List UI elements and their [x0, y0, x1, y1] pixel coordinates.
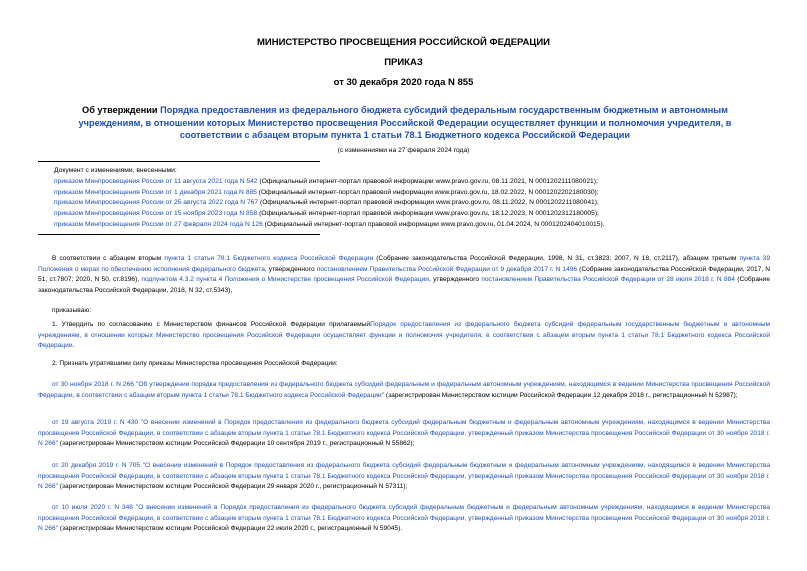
change-text: (Официальный интернет-портал правовой информации www.pravo.gov.ru, 18.02.2022, N 0001202202180030);	[256, 188, 599, 196]
change-item	[54, 198, 774, 209]
change-link[interactable]: приказом Минпросвещения России от 25 августа 2022 года N 767	[54, 199, 259, 207]
change-text: (Официальный интернет-портал правовой информации www.pravo.gov.ru, 18.12.2023, N 0001202312180005);	[257, 210, 599, 218]
repealed-order	[38, 380, 770, 401]
edition-note: (с изменениями на 27 февраля 2024 года)	[337, 147, 470, 154]
preamble-link[interactable]: пункта 39 Положения о мерах по обеспечению исполнения федерального бюджета	[38, 255, 771, 273]
preamble-text: , утвержденного	[264, 265, 317, 273]
change-text: (Официальный интернет-портал правовой информации www.pravo.gov.ru, 01.04.2024, N 0001202404010015).	[262, 220, 605, 228]
repealed-order	[38, 461, 770, 493]
item-1-text: 1. Утвердить по согласованию с Министерством финансов Российской Федерации прилагаемый	[52, 321, 371, 328]
document-type: ПРИКАЗ	[384, 57, 423, 68]
repealed-order	[38, 418, 770, 450]
preamble-text: , утвержденного	[429, 276, 482, 284]
repealed-text: (зарегистрирован Министерством юстиции Российской Федерации 29 января 2020 г., регистрационный N 57311);	[57, 483, 408, 491]
preamble-link[interactable]: подпунктом 4.3.2 пункта 4 Положения о Министерстве просвещения Российской Федерации	[141, 276, 429, 284]
repealed-text: (зарегистрирован Министерством юстиции Российской Федерации 12 декабря 2018 г., регистрационный N 52987);	[384, 391, 738, 399]
change-link[interactable]: приказом Минпросвещения России от 27 февраля 2024 года N 126	[54, 220, 263, 228]
repealed-link[interactable]: от 20 декабря 2019 г. N 705 "О внесении изменений в Порядок предоставления из федерального бюджета субсидий федеральным бюджетным и федеральным автономным учреждениям, находящимся в ведении Министерства просвещения Российской Федерации, в соответствии с абзацем вторым пункта 1 статьи 78.1 Бюджетного кодекса Российской Федерации, утвержденный приказом Министерства просвещения Российской Федерации от 30 ноября 2018 г. N 266"	[38, 462, 770, 491]
preamble-text: (Собрание законодательства Российской Федерации, 1998, N 31, ст.3823; 2007, N 18, ст.2117), абзацем третьим	[373, 255, 740, 262]
item-1-link[interactable]: Порядок предоставления из федерального бюджета субсидий федеральным государственным бюджетным и автономным учреждениям, в отношении которых Министерство просвещения Российской Федерации осуществляет функции и полномочия учредителя, в соответствии с абзацем вторым пункта 1 статьи 78.1 Бюджетного кодекса Российской Федерации	[38, 321, 770, 350]
document-subject	[60, 104, 750, 142]
ministry-title: МИНИСТЕРСТВО ПРОСВЕЩЕНИЯ РОССИЙСКОЙ ФЕДЕРАЦИИ	[256, 37, 551, 48]
repealed-link[interactable]: от 10 июля 2020 г. N 348 "О внесении изменений в Порядок предоставления из федерального бюджета субсидий федеральным бюджетным и федеральным автономным учреждениям, находящимся в ведении Министерства просвещения Российской Федерации, в соответствии с абзацем вторым пункта 1 статьи 78.1 Бюджетного кодекса Российской Федерации, утвержденный приказом Министерства просвещения Российской Федерации от 30 ноября 2018 г. N 266"	[38, 504, 770, 533]
preamble-link[interactable]: пункта 1 статьи 78.1 Бюджетного кодекса Российской Федерации	[164, 255, 374, 262]
preamble-text: (Собрание законодательства Российской Федерации, 2017, N 51, ст.7807; 2020, N 50, ст.8196),	[38, 265, 770, 284]
change-link[interactable]: приказом Минпросвещения России от 15 ноября 2023 года N 858	[54, 210, 258, 218]
changes-block	[54, 166, 774, 231]
repealed-text: (зарегистрирован Министерством юстиции Российской Федерации 22 июля 2020 г., регистрационный N 59045).	[57, 525, 403, 533]
preamble-paragraph	[38, 254, 770, 296]
change-item	[54, 209, 774, 220]
change-link[interactable]: приказом Минпросвещения России от 11 августа 2021 года N 542	[54, 177, 258, 185]
repealed-link[interactable]: от 30 ноября 2018 г. N 266 "Об утверждении порядка предоставления из федерального бюджета субсидий федеральным и федеральным автономным учреждениям, находящимся в ведении Министерства просвещения Российской Федерации, в соответствии с абзацем вторым пункта 1 статьи 78.1 Бюджетного кодекса Российской Федерации"	[38, 381, 770, 399]
change-item	[54, 177, 774, 188]
preamble-text: В соответствии с абзацем вторым	[52, 255, 165, 262]
item-1-paragraph	[38, 320, 770, 352]
change-item	[54, 188, 774, 199]
change-text: (Официальный интернет-портал правовой информации www.pravo.gov.ru, 08.11.2021, N 0001202111080021);	[257, 177, 598, 185]
item-2-paragraph: 2. Признать утратившими силу приказы Министерства просвещения Российской Федерации:	[52, 360, 338, 367]
change-link[interactable]: приказом Минпросвещения России от 1 декабря 2021 года N 885	[54, 188, 257, 196]
changes-intro: Документ с изменениями, внесенными:	[54, 167, 177, 174]
subject-link[interactable]: Порядка предоставления из федерального бюджета субсидий федеральным государственным бюджетным и автономным учреждениям, в отношении которых Министерство просвещения Российской Федерации осуществляет функции и полномочия учредителя, в соответствии с абзацем вторым пункта 1 статьи 78.1 Бюджетного кодекса Российской Федерации	[78, 105, 732, 141]
repealed-link[interactable]: от 19 августа 2019 г. N 430 "О внесении изменений в Порядок предоставления из федерального бюджета субсидий федеральным бюджетным и федеральным автономным учреждениям, находящимся в ведении Министерства просвещения Российской Федерации, в соответствии с абзацем вторым пункта 1 статьи 78.1 Бюджетного кодекса Российской Федерации, утвержденный приказом Министерства просвещения Российской Федерации от 30 ноября 2018 г. N 266"	[38, 419, 770, 448]
top-divider	[38, 161, 320, 162]
preamble-link[interactable]: постановлением Правительства Российской Федерации от 28 июля 2018 г. N 884	[481, 276, 735, 284]
repealed-text: (зарегистрирован Министерством юстиции Российской Федерации 10 сентября 2019 г., регистрационный N 55862);	[57, 440, 415, 448]
preamble-text: (Собрание законодательства Российской Федерации, 2018, N 32, ст.5343),	[38, 276, 770, 294]
bottom-divider	[38, 234, 320, 235]
change-item	[54, 220, 774, 231]
repealed-order	[38, 503, 770, 535]
order-word: приказываю:	[52, 307, 92, 314]
subject-prefix: Об утверждении	[82, 105, 161, 115]
item-1-text: .	[72, 342, 75, 350]
preamble-link[interactable]: постановлением Правительства Российской Федерации от 9 декабря 2017 г. N 1496	[316, 265, 578, 273]
document-date-number: от 30 декабря 2020 года N 855	[333, 77, 474, 88]
change-text: (Официальный интернет-портал правовой информации www.pravo.gov.ru, 08.11.2022, N 0001202211080041);	[258, 199, 599, 207]
